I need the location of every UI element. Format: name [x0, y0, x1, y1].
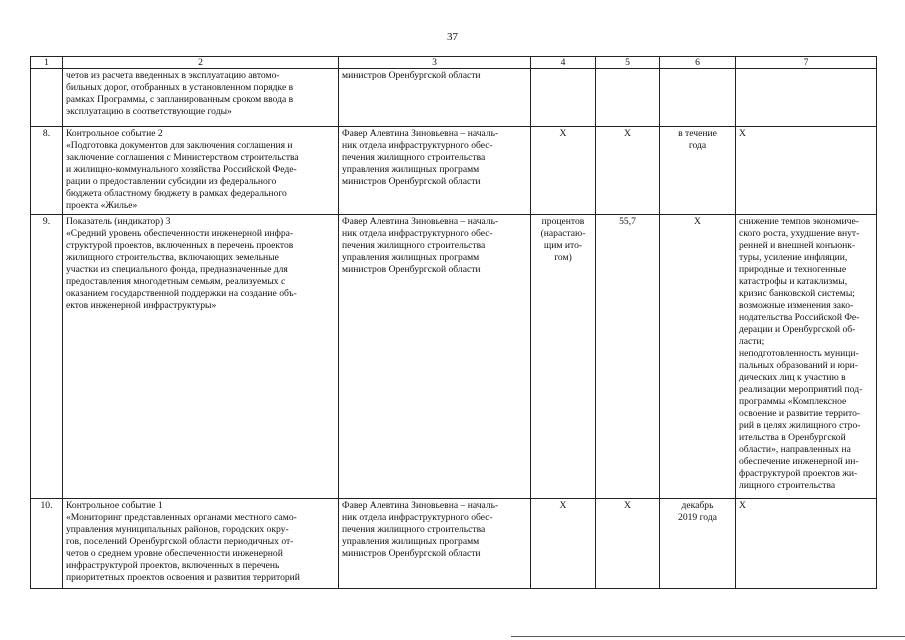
text-line: Фавер Алевтина Зиновьевна – началь-	[342, 216, 499, 227]
text-line: Контрольное событие 1	[66, 500, 163, 511]
responsible-cell	[339, 215, 531, 499]
text-line: «Подготовка документов для заключения соглашения и	[66, 140, 293, 151]
text-line: инфраструктурой проектов, включенных в перечень	[66, 560, 280, 571]
text-line: дических лиц к участию в	[739, 372, 846, 383]
text-line: дерации и Оренбургской об-	[739, 324, 856, 335]
text-line: приоритетных проектов освоения и развития территорий	[66, 572, 300, 583]
text-line: кризис банковской системы;	[739, 288, 855, 299]
text-line: ектов инженерной инфраструктуры»	[66, 300, 217, 311]
text-line: четов из расчета введенных в эксплуатацию автомо-	[66, 70, 280, 81]
term-cell	[660, 499, 736, 589]
risks-cell	[736, 499, 877, 589]
text-line: печения жилищного строительства	[342, 524, 486, 535]
column-header: 6	[660, 57, 736, 69]
text-line: Фавер Алевтина Зиновьевна – началь-	[342, 500, 499, 511]
text-line: (нарастаю-	[540, 228, 586, 239]
text-line: Х	[559, 128, 567, 139]
text-line: министров Оренбургской области	[342, 548, 481, 559]
text-line: Показатель (индикатор) 3	[66, 216, 171, 227]
text-line: бильных дорог, отобранных в установленном порядке в	[66, 82, 294, 93]
text-line: Х	[739, 128, 746, 139]
term-cell	[660, 69, 736, 127]
table-row	[31, 127, 877, 215]
text-line: четов о среднем уровне обеспеченности инженерной	[66, 548, 283, 559]
text-line: участки из специального фонда, предназначенные для	[66, 264, 288, 275]
value-cell: Х	[596, 499, 660, 589]
unit-cell	[531, 127, 596, 215]
text-line: ник отдела инфраструктурного обес-	[342, 140, 493, 151]
text-line: министров Оренбургской области	[342, 176, 481, 187]
text-line: рации о предоставлении субсидии из федерального	[66, 176, 277, 187]
text-line: лищного строительства	[739, 480, 836, 491]
text-line: снижение темпов экономиче-	[739, 216, 859, 227]
value-cell	[596, 69, 660, 127]
text-line: ник отдела инфраструктурного обес-	[342, 228, 493, 239]
column-header: 2	[63, 57, 339, 69]
risks-cell	[736, 215, 877, 499]
text-line: оказанием государственной поддержки на создание объ-	[66, 288, 297, 299]
text-line: в течение	[678, 128, 717, 139]
text-line: Х	[694, 216, 701, 227]
row-number-cell: 10.	[31, 499, 63, 589]
table-row	[31, 69, 877, 127]
column-header: 7	[736, 57, 877, 69]
text-line: «Мониторинг представленных органами местного само-	[66, 512, 297, 523]
text-line: и жилищно-коммунального хозяйства Российской Феде-	[66, 164, 297, 175]
column-header: 1	[31, 57, 63, 69]
text-line: 2019 года	[678, 512, 717, 523]
text-line: управления жилищных программ	[342, 536, 480, 547]
text-line: заключение соглашения с Министерством строительства	[66, 152, 299, 163]
risks-cell	[736, 127, 877, 215]
text-line: года	[688, 140, 707, 151]
text-line: управления муниципальных районов, городских окру-	[66, 524, 289, 535]
row-number-cell	[31, 69, 63, 127]
text-line: рамках Программы, с запланированным сроком ввода в	[66, 94, 294, 105]
description-cell	[63, 499, 339, 589]
text-line: возможные изменения зако-	[739, 300, 854, 311]
text-line: туры, усиление инфляции,	[739, 252, 848, 263]
text-line: министров Оренбургской области	[342, 70, 481, 81]
column-header: 4	[531, 57, 596, 69]
text-line: неподготовленность муници-	[739, 348, 859, 359]
text-line: Фавер Алевтина Зиновьевна – началь-	[342, 128, 499, 139]
text-line: печения жилищного строительства	[342, 240, 486, 251]
table-row	[31, 215, 877, 499]
description-cell	[63, 215, 339, 499]
text-line: Контрольное событие 2	[66, 128, 163, 139]
text-line: декабрь	[681, 500, 714, 511]
text-line: жилищного строительства, включающих земельные	[66, 252, 279, 263]
column-header: 3	[339, 57, 531, 69]
text-line: обеспечение инженерной ин-	[739, 456, 859, 467]
text-line: области», направленных на	[739, 444, 851, 455]
text-line: программы «Комплексное	[739, 396, 847, 407]
term-cell	[660, 215, 736, 499]
text-line: процентов	[541, 216, 585, 227]
text-line: нодательства Российской Фе-	[739, 312, 860, 323]
value-cell: Х	[596, 127, 660, 215]
text-line: рий в целях жилищного стро-	[739, 420, 861, 431]
text-line: ласти;	[739, 336, 765, 347]
table-header-row	[31, 57, 877, 69]
term-cell	[660, 127, 736, 215]
row-number-cell: 8.	[31, 127, 63, 215]
text-line: проекта «Жилье»	[66, 200, 138, 211]
unit-cell	[531, 69, 596, 127]
text-line: освоение и развитие террито-	[739, 408, 861, 419]
responsible-cell	[339, 69, 531, 127]
value-cell: 55,7	[596, 215, 660, 499]
text-line: управления жилищных программ	[342, 252, 480, 263]
text-line: управления жилищных программ	[342, 164, 480, 175]
text-line: ского роста, ухудшение внут-	[739, 228, 860, 239]
text-line: природные и техногенные	[739, 264, 847, 275]
text-line: щим ито-	[543, 240, 583, 251]
text-line: ительства в Оренбургской	[739, 432, 846, 443]
page-number: 37	[447, 31, 458, 43]
text-line: реализации мероприятий под-	[739, 384, 863, 395]
text-line: ник отдела инфраструктурного обес-	[342, 512, 493, 523]
bottom-rule	[511, 636, 905, 637]
text-line: министров Оренбургской области	[342, 264, 481, 275]
text-line: Х	[739, 500, 746, 511]
text-line: бюджета областному бюджету в рамках федерального	[66, 188, 287, 199]
description-cell	[63, 127, 339, 215]
text-line: предоставления многодетным семьям, реализуемых с	[66, 276, 286, 287]
responsible-cell	[339, 127, 531, 215]
risks-cell	[736, 69, 877, 127]
text-line: печения жилищного строительства	[342, 152, 486, 163]
responsible-cell	[339, 499, 531, 589]
text-line: фраструктурой проектов жи-	[739, 468, 858, 479]
text-line: гов, поселений Оренбургской области периодичных от-	[66, 536, 294, 547]
text-line: «Средний уровень обеспеченности инженерной инфра-	[66, 228, 294, 239]
description-cell	[63, 69, 339, 127]
text-line: ренней и внешней конъюнк-	[739, 240, 856, 251]
control-events-table	[30, 56, 877, 589]
text-line: пальных образований и юри-	[739, 360, 858, 371]
text-line: эксплуатацию в соответствующие годы»	[66, 106, 232, 117]
text-line: катастрофы и катаклизмы,	[739, 276, 848, 287]
row-number-cell: 9.	[31, 215, 63, 499]
column-header: 5	[596, 57, 660, 69]
text-line: гом)	[554, 252, 572, 263]
unit-cell	[531, 215, 596, 499]
text-line: Х	[559, 500, 567, 511]
table-row	[31, 499, 877, 589]
text-line: структурой проектов, включенных в перечень проектов	[66, 240, 294, 251]
unit-cell	[531, 499, 596, 589]
